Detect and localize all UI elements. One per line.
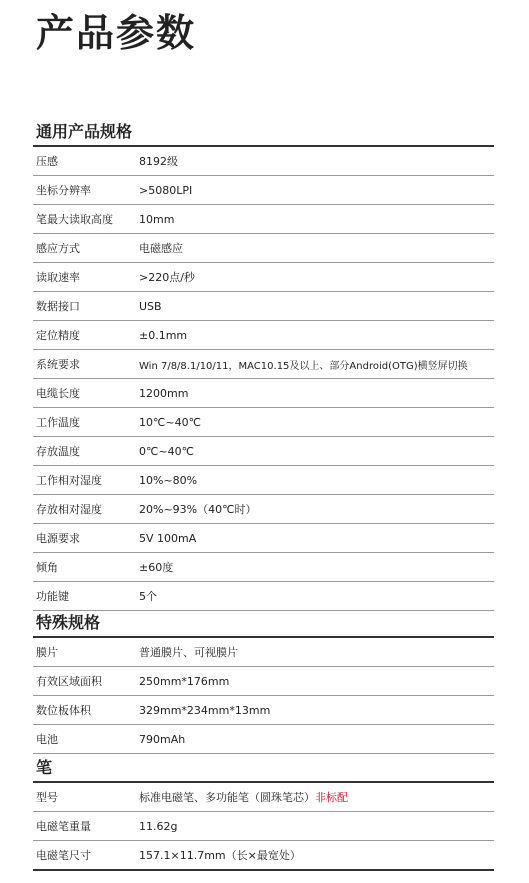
spec-label: 电缆长度: [36, 387, 80, 400]
spec-row-work-humidity: [33, 466, 494, 495]
spec-row-model: [33, 783, 494, 812]
spec-label: 电池: [36, 733, 58, 746]
spec-row-read-height: [33, 205, 494, 234]
spec-row-pen-weight: [33, 812, 494, 841]
spec-label: 倾角: [36, 561, 58, 574]
not-included-note: 非标配: [315, 791, 348, 804]
spec-row-storage-temp: [33, 437, 494, 466]
spec-row-power: [33, 524, 494, 553]
spec-value: 11.62g: [139, 819, 178, 833]
general-spec-section: [33, 119, 494, 611]
spec-value: [139, 789, 494, 805]
spec-label: 系统要求: [36, 358, 80, 371]
spec-label: 工作相对湿度: [36, 474, 102, 487]
spec-value: 329mm*234mm*13mm: [139, 703, 271, 717]
spec-row-pen-size: [33, 841, 494, 871]
spec-value: 10%~80%: [139, 473, 198, 487]
spec-value: 电磁感应: [139, 242, 183, 255]
spec-row-report-rate: [33, 263, 494, 292]
section-title-pen: 笔: [33, 755, 494, 783]
spec-label: 感应方式: [36, 242, 80, 255]
spec-value: 普通膜片、可视膜片: [139, 646, 238, 659]
spec-value: 5V 100mA: [139, 531, 197, 545]
spec-value: 8192级: [139, 155, 178, 168]
spec-value: ±0.1mm: [139, 328, 188, 342]
spec-row-active-area: [33, 667, 494, 696]
spec-label: 工作温度: [36, 416, 80, 429]
page-title: 产品参数: [36, 11, 197, 55]
spec-label: 压感: [36, 155, 58, 168]
spec-value: 0℃~40℃: [139, 444, 194, 458]
spec-value: 790mAh: [139, 732, 186, 746]
spec-value: 250mm*176mm: [139, 674, 230, 688]
spec-label: 电源要求: [36, 532, 80, 545]
spec-row-resolution: [33, 176, 494, 205]
spec-value: >220点/秒: [139, 271, 195, 284]
spec-value: 157.1×11.7mm（长×最宽处）: [139, 849, 301, 862]
spec-value: 10℃~40℃: [139, 415, 201, 429]
spec-label: 存放温度: [36, 445, 80, 458]
spec-row-tilt: [33, 553, 494, 582]
spec-value: 5个: [139, 590, 157, 603]
spec-label: 定位精度: [36, 329, 80, 342]
spec-value: ±60度: [139, 561, 174, 574]
spec-row-interface: [33, 292, 494, 321]
spec-row-accuracy: [33, 321, 494, 350]
spec-row-pressure: [33, 147, 494, 176]
spec-row-system: [33, 350, 494, 379]
spec-row-film: [33, 638, 494, 667]
spec-label: 数据接口: [36, 300, 80, 313]
spec-value: 10mm: [139, 212, 175, 226]
spec-label: 存放相对湿度: [36, 503, 102, 516]
spec-value: 1200mm: [139, 386, 189, 400]
spec-row-cable: [33, 379, 494, 408]
spec-value: USB: [139, 299, 162, 313]
model-value-text: 标准电磁笔、多功能笔（圆珠笔芯）: [139, 791, 315, 804]
spec-label: 数位板体积: [36, 704, 91, 717]
spec-row-work-temp: [33, 408, 494, 437]
spec-row-dimensions: [33, 696, 494, 725]
spec-label: 有效区域面积: [36, 675, 102, 688]
spec-label: 电磁笔重量: [36, 820, 91, 833]
pen-spec-section: [33, 755, 494, 871]
spec-row-battery: [33, 725, 494, 754]
spec-value: 20%~93%（40℃时）: [139, 503, 257, 516]
spec-row-sensing: [33, 234, 494, 263]
section-title-general: 通用产品规格: [33, 119, 494, 147]
spec-label: 型号: [36, 791, 58, 804]
section-title-special: 特殊规格: [33, 610, 494, 638]
spec-label: 读取速率: [36, 271, 80, 284]
special-spec-section: [33, 610, 494, 754]
spec-label: 笔最大读取高度: [36, 213, 113, 226]
spec-value: Win 7/8/8.1/10/11，MAC10.15及以上、部分Android(OTG)横竖屏切换: [139, 360, 468, 372]
spec-label: 坐标分辨率: [36, 184, 91, 197]
spec-label: 功能键: [36, 590, 69, 603]
spec-label: 膜片: [36, 646, 58, 659]
spec-row-storage-humidity: [33, 495, 494, 524]
spec-row-keys: [33, 582, 494, 611]
spec-value: >5080LPI: [139, 183, 193, 197]
spec-label: 电磁笔尺寸: [36, 849, 91, 862]
